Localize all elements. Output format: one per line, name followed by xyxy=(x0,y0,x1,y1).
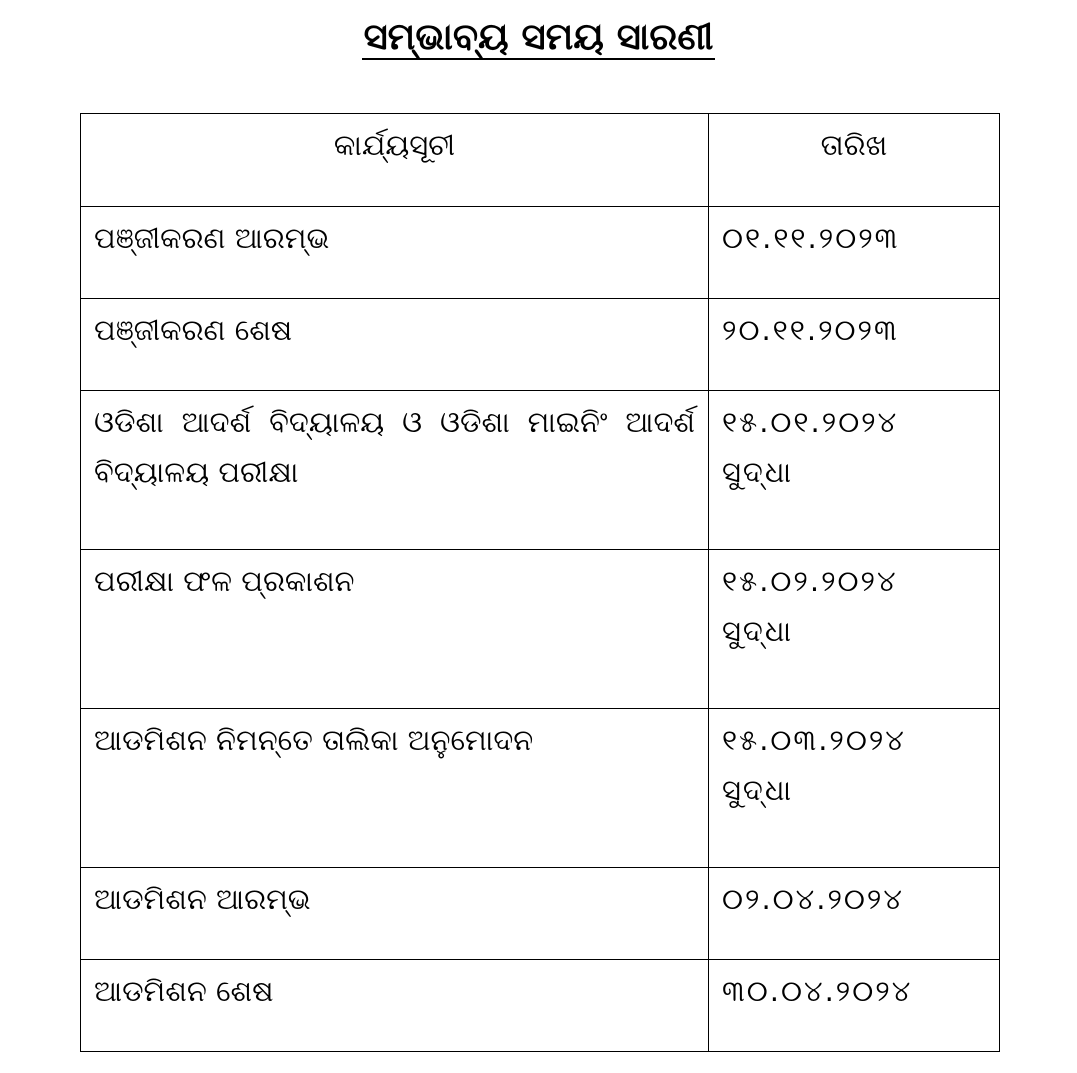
table-row xyxy=(81,207,1000,299)
table-row xyxy=(81,299,1000,391)
table-row xyxy=(81,960,1000,1052)
date-cell xyxy=(709,207,1000,299)
date-value: ୧୫.୦୩.୨୦୨୪ xyxy=(722,723,906,757)
date-cell xyxy=(709,960,1000,1052)
date-value: ୨୦.୧୧.୨୦୨୩ xyxy=(722,313,899,347)
table-row xyxy=(81,868,1000,960)
date-suffix: ସୁଦ୍ଧା xyxy=(722,455,794,489)
date-value: ୧୫.୦୨.୨୦୨୪ xyxy=(722,564,898,598)
schedule-table xyxy=(80,113,1000,1052)
column-header-activity: କାର୍ଯ୍ୟସୂଚୀ xyxy=(81,114,709,207)
activity-cell: ପରୀକ୍ଷା ଫଳ ପ୍ରକାଶନ xyxy=(81,550,709,709)
date-cell xyxy=(709,550,1000,709)
activity-cell: ଆଡମିଶନ ଶେଷ xyxy=(81,960,709,1052)
activity-cell: ଓଡିଶା ଆଦର୍ଶ ବିଦ୍ୟାଳୟ ଓ ଓଡିଶା ମାଇନିଂ ଆଦର୍ଶ ବିଦ୍ୟାଳୟ ପରୀକ୍ଷା xyxy=(81,391,709,550)
page-title-text: ସମ୍ଭାବ୍ୟ ସମୟ ସାରଣୀ xyxy=(363,15,714,58)
page-title xyxy=(0,14,1077,60)
date-cell xyxy=(709,299,1000,391)
date-value: ୧୫.୦୧.୨୦୨୪ xyxy=(722,405,899,439)
activity-cell: ପଞ୍ଜୀକରଣ ଶେଷ xyxy=(81,299,709,391)
date-cell xyxy=(709,391,1000,550)
date-cell xyxy=(709,868,1000,960)
column-header-date: ତାରିଖ xyxy=(709,114,1000,207)
table-header-row xyxy=(81,114,1000,207)
activity-cell: ଆଡମିଶନ ଆରମ୍ଭ xyxy=(81,868,709,960)
date-cell xyxy=(709,709,1000,868)
date-value: ୦୧.୧୧.୨୦୨୩ xyxy=(722,221,900,255)
table-row xyxy=(81,391,1000,550)
activity-cell: ଆଡମିଶନ ନିମନ୍ତେ ତାଲିକା ଅନୁମୋଦନ xyxy=(81,709,709,868)
date-value: ୩୦.୦୪.୨୦୨୪ xyxy=(722,974,913,1008)
activity-cell: ପଞ୍ଜୀକରଣ ଆରମ୍ଭ xyxy=(81,207,709,299)
table-row xyxy=(81,550,1000,709)
date-value: ୦୨.୦୪.୨୦୨୪ xyxy=(722,882,904,916)
table-row xyxy=(81,709,1000,868)
date-suffix: ସୁଦ୍ଧା xyxy=(722,614,794,648)
date-suffix: ସୁଦ୍ଧା xyxy=(722,773,794,807)
